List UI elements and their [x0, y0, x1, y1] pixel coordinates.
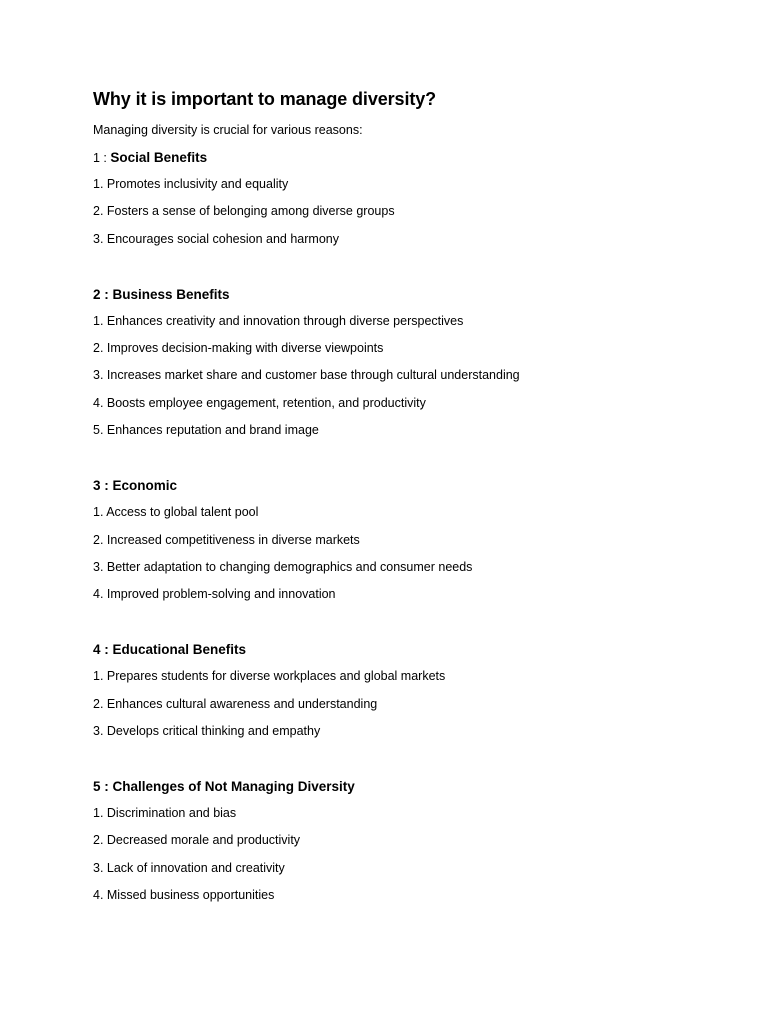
list-item: 4. Improved problem-solving and innovation — [93, 587, 336, 602]
intro-paragraph: Managing diversity is crucial for various reasons: — [93, 123, 363, 137]
list-item: 1. Enhances creativity and innovation through diverse perspectives — [93, 313, 464, 328]
section-heading — [93, 778, 713, 796]
section-number: 4 : — [93, 642, 113, 658]
section-title: Economic — [112, 478, 178, 494]
section-heading — [93, 641, 713, 659]
list-item: 4. Missed business opportunities — [93, 888, 275, 903]
section-heading — [93, 477, 713, 495]
section-spacer — [93, 614, 713, 642]
section-spacer — [93, 750, 713, 778]
list-item: 3. Lack of innovation and creativity — [93, 860, 285, 875]
section-heading — [93, 286, 713, 304]
list-item: 3. Encourages social cohesion and harmony — [93, 231, 339, 246]
section-title: Business Benefits — [112, 286, 230, 302]
section-spacer — [93, 450, 713, 478]
section-number: 5 : — [93, 778, 113, 794]
section-business-benefits — [93, 286, 713, 439]
section-title: Social Benefits — [110, 150, 208, 165]
document-body — [93, 88, 713, 914]
document-title: Why it is important to manage diversity? — [93, 89, 437, 109]
list-item: 1. Promotes inclusivity and equality — [93, 177, 289, 191]
list-item: 1. Prepares students for diverse workplaces and global markets — [93, 669, 446, 684]
list-item: 1. Access to global talent pool — [93, 505, 259, 520]
section-economic — [93, 477, 713, 602]
list-item: 1. Discrimination and bias — [93, 805, 237, 820]
section-educational-benefits — [93, 641, 713, 739]
section-challenges — [93, 778, 713, 903]
section-number: 2 : — [93, 286, 113, 302]
list-item: 2. Enhances cultural awareness and understanding — [93, 696, 378, 711]
list-item: 5. Enhances reputation and brand image — [93, 423, 319, 438]
list-item: 4. Boosts employee engagement, retention, and productivity — [93, 395, 426, 410]
list-item: 3. Increases market share and customer base through cultural understanding — [93, 368, 520, 383]
section-title: Challenges of Not Managing Diversity — [112, 778, 355, 794]
list-item: 2. Improves decision-making with diverse viewpoints — [93, 341, 384, 356]
list-item: 2. Increased competitiveness in diverse markets — [93, 532, 360, 547]
section-heading — [93, 149, 713, 167]
list-item: 2. Decreased morale and productivity — [93, 833, 301, 848]
section-number: 3 : — [93, 478, 113, 494]
section-number: 1 : — [93, 151, 111, 165]
section-spacer — [93, 258, 713, 286]
section-social-benefits — [93, 149, 713, 247]
list-item: 3. Better adaptation to changing demographics and consumer needs — [93, 559, 473, 574]
list-item: 2. Fosters a sense of belonging among diverse groups — [93, 204, 395, 219]
section-title: Educational Benefits — [112, 642, 247, 658]
list-item: 3. Develops critical thinking and empathy — [93, 723, 321, 738]
